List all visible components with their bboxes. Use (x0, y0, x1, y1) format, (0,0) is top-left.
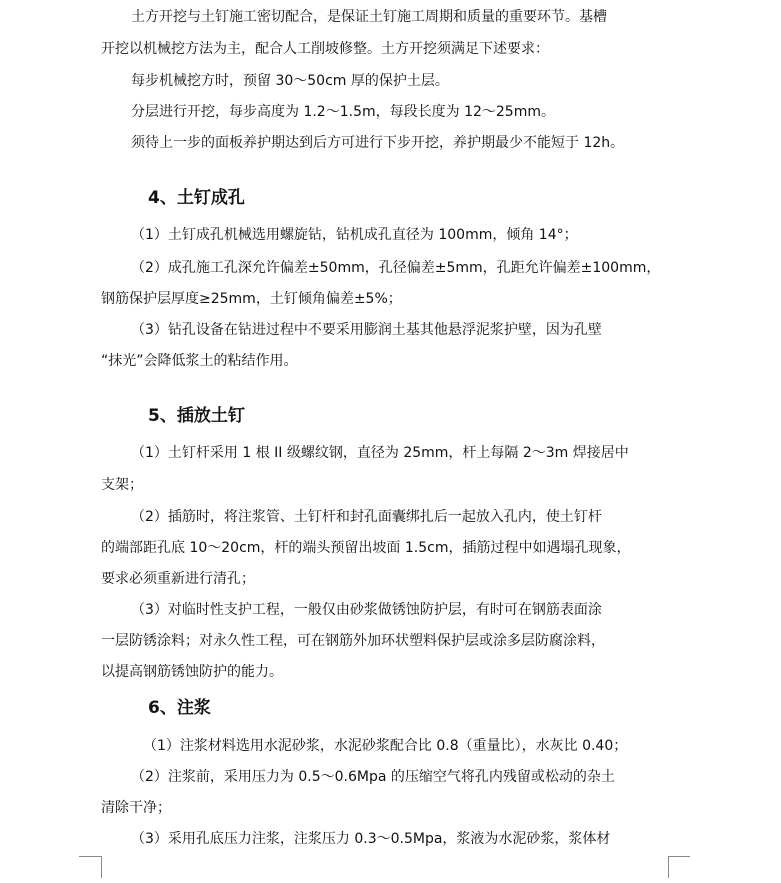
list-item-line: （2）成孔施工孔深允许偏差±50mm，孔径偏差±5mm，孔距允许偏差±100mm， (131, 260, 661, 276)
list-item-line: 一层防锈涂料；对永久性工程，可在钢筋外加环状塑料保护层或涂多层防腐涂料， (101, 633, 605, 649)
paragraph-line: 须待上一步的面板养护期达到后方可进行下步开挖，养护期最少不能短于 12h。 (131, 135, 625, 151)
list-item-line: （1）注浆材料选用水泥砂浆，水泥砂浆配合比 0.8（重量比），水灰比 0.40； (143, 738, 628, 754)
section-heading-6: 6、注浆 (148, 698, 211, 718)
list-item-line: 支架； (101, 477, 143, 493)
section-heading-4: 4、土钉成孔 (148, 188, 245, 208)
page-corner-mark-left-top (79, 856, 101, 857)
page-corner-mark-right (668, 856, 691, 878)
list-item-line: （1）土钉杆采用 1 根 II 级螺纹钢，直径为 25mm，杆上每隔 2～3m 焊接居中 (131, 445, 629, 461)
paragraph-line: 开挖以机械挖方法为主，配合人工削坡修整。土方开挖须满足下述要求： (101, 41, 549, 57)
list-item-line: （2）插筋时，将注浆管、土钉杆和封孔面囊绑扎后一起放入孔内，使土钉杆 (131, 509, 602, 525)
list-item-line: 以提高钢筋锈蚀防护的能力。 (101, 664, 283, 680)
section-heading-5: 5、插放土钉 (148, 406, 245, 426)
list-item-line: 要求必须重新进行清孔； (101, 571, 255, 587)
list-item-line: “抹光”会降低浆土的粘结作用。 (101, 353, 298, 369)
page-corner-mark-left (79, 856, 102, 878)
paragraph-line: 土方开挖与土钉施工密切配合，是保证土钉施工周期和质量的重要环节。基槽 (131, 9, 607, 25)
page-corner-mark-right-top (668, 856, 690, 857)
paragraph-line: 分层进行开挖，每步高度为 1.2～1.5m，每段长度为 12～25mm。 (131, 104, 555, 120)
list-item-line: （3）对临时性支护工程，一般仅由砂浆做锈蚀防护层，有时可在钢筋表面涂 (131, 602, 602, 618)
paragraph-line: 每步机械挖方时，预留 30～50cm 厚的保护土层。 (131, 73, 449, 89)
list-item-line: 清除干净； (101, 800, 171, 816)
list-item-line: （3）采用孔底压力注浆，注浆压力 0.3～0.5Mpa，浆液为水泥砂浆，浆体材 (131, 831, 611, 847)
list-item-line: （2）注浆前，采用压力为 0.5～0.6Mpa 的压缩空气将孔内残留或松动的杂土 (131, 769, 615, 785)
list-item-line: （3）钻孔设备在钻进过程中不要采用膨润土基其他悬浮泥浆护壁，因为孔壁 (131, 322, 602, 338)
list-item-line: 钢筋保护层厚度≥25mm，土钉倾角偏差±5%； (101, 291, 402, 307)
list-item-line: （1）土钉成孔机械选用螺旋钻，钻机成孔直径为 100mm，倾角 14°； (131, 227, 578, 243)
list-item-line: 的端部距孔底 10～20cm，杆的端头预留出坡面 1.5cm，插筋过程中如遇塌孔现象， (101, 540, 631, 556)
